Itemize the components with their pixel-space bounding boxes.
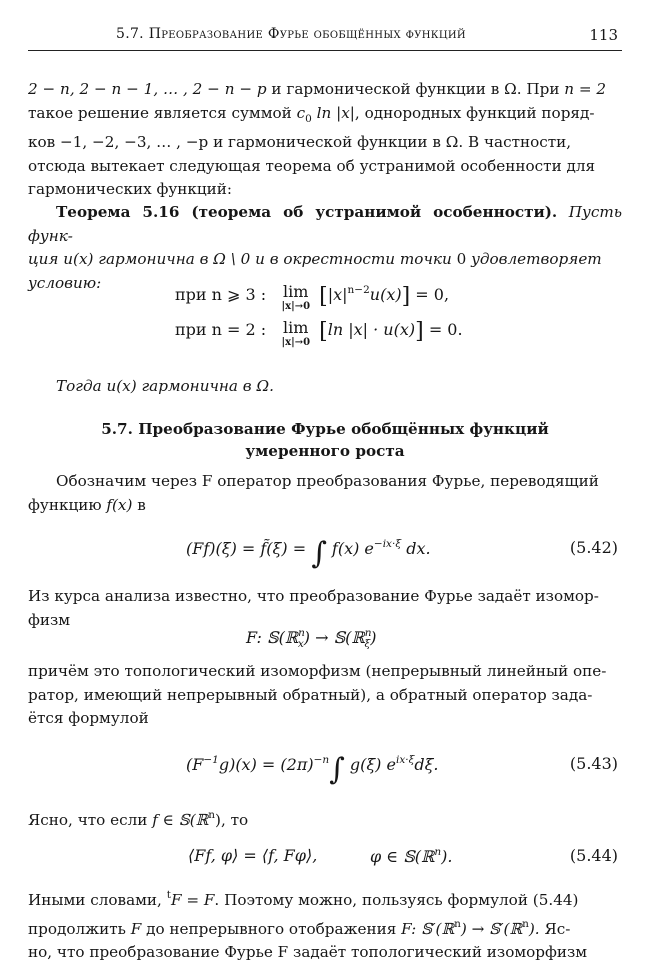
p6-text-2a: продолжить: [28, 919, 131, 938]
equation-number-5-44: (5.44): [569, 846, 618, 865]
p6-math-2: F: [130, 919, 142, 938]
eq543-power: −n: [313, 754, 330, 766]
p4-text-2: ратор, имеющий непрерывный обратный), а обратный оператор зада-: [28, 685, 593, 704]
p6-transpose: t: [166, 889, 171, 901]
p6-text-2c: до непрерывного отображения: [141, 919, 402, 938]
p3-text-2: физм: [28, 610, 71, 629]
eq542-tail: dx.: [401, 539, 431, 558]
isomorphism-formula: [0, 627, 650, 657]
eq543-tail: dξ.: [414, 755, 439, 774]
p1-math-2: n = 2: [564, 80, 607, 98]
conclusion-a: Тогда: [56, 377, 107, 395]
eq544-cond-b: ).: [441, 847, 453, 866]
section-title-line-1: 5.7. Преобразование Фурье обобщённых функций: [101, 420, 549, 438]
theorem-text-1: Пусть функ-: [28, 203, 623, 245]
equation-number-5-42: (5.42): [569, 538, 618, 557]
p2-text-2c: в: [132, 495, 146, 514]
header-section-title: Преобразование Фурье обобщённых функций: [148, 26, 466, 42]
iso-a-sub: x: [297, 638, 304, 650]
equation-number-5-43: (5.43): [569, 754, 618, 773]
limit-operator-2: [281, 320, 310, 348]
eq542-body: f(x) e: [326, 539, 374, 558]
condition-n3-abs: |x|: [327, 285, 348, 304]
p6-text-3: но, что преобразование Фурье F задаёт топологический изоморфизм: [28, 943, 588, 962]
p5-text-c: ), то: [215, 811, 249, 829]
eq544-lhs: ⟨Ff, φ⟩ = ⟨f, Fφ⟩,: [188, 846, 318, 865]
iso-b-sup: n: [364, 627, 372, 639]
condition-n2: при n = 2 : lim |x|→0 [ln |x| · u(x)] = 0.: [175, 318, 463, 348]
iso-a: F: 𝕊(ℝ: [246, 628, 299, 647]
theorem-text-2b: u(x): [63, 250, 94, 269]
p2-text-2a: функцию: [28, 495, 107, 514]
theorem-label: Теорема 5.16 (теорема об устранимой особенности).: [56, 203, 558, 221]
theorem-conclusion: [28, 375, 622, 399]
iso-a-sup: n: [298, 627, 305, 639]
conclusion-b: u(x): [106, 377, 137, 395]
paragraph-1: [28, 78, 622, 202]
condition-n3-lead: при n ⩾ 3 :: [175, 285, 267, 304]
p2-text-1: Обозначим через F оператор преобразования Фурье, переводящий: [56, 472, 599, 490]
p6-math-4-sup: n: [522, 917, 529, 930]
p1-text-3: , однородных функций поряд-: [354, 103, 595, 122]
eq543-exponent: ix·ξ: [395, 754, 415, 766]
p3-text-1: Из курса анализа известно, что преобразование Фурье задаёт изомор-: [28, 587, 599, 605]
equation-5-43: [0, 752, 650, 787]
page-number: 113: [589, 26, 618, 44]
p1-text-5: отсюда вытекает следующая теорема об устранимой особенности для: [28, 156, 596, 175]
p5-math: f ∈ 𝕊(ℝ: [152, 811, 209, 829]
condition-n3-u: u(x): [369, 285, 402, 304]
theorem-text-2c: гармонична в Ω \ 0 и в окрестности точки: [93, 250, 457, 269]
paragraph-5: [28, 804, 622, 833]
p1-text-6: гармонических функций:: [28, 180, 233, 199]
integral-sign-1: ∫: [311, 536, 327, 571]
conclusion-c: гармонична в Ω.: [136, 377, 274, 395]
equation-5-42: [0, 536, 650, 571]
p6-math-4: ) → 𝕊′(ℝ: [460, 919, 523, 938]
condition-n3: при n ⩾ 3 : lim |x|→0 $[|x|^{n-2}u(x)] = 0$,: [175, 282, 450, 312]
limit-operator-1: [281, 284, 310, 312]
eq543-lhs-b: g)(x) = (2π): [218, 755, 314, 774]
limit-under-2: |x|→0: [281, 337, 311, 348]
paragraph-4: [28, 660, 622, 731]
p1-math-c: c: [296, 103, 306, 122]
p6-math-5: ).: [528, 919, 540, 938]
p6-math-3-sup: n: [454, 917, 461, 930]
eq544-cond-a: φ ∈ 𝕊(ℝ: [370, 847, 435, 866]
equation-5-44: [0, 846, 650, 876]
eq543-lhs-a: (F: [186, 755, 204, 774]
p6-math-3: F: 𝕊′(ℝ: [401, 919, 455, 938]
limit-label-1: lim: [283, 282, 309, 301]
theorem-text-2d: 0: [456, 250, 467, 269]
iso-b: ) → 𝕊(ℝ: [303, 628, 365, 647]
integral-sign-2: ∫: [329, 752, 345, 787]
p1-text-1: и гармонической функции в Ω. При: [266, 80, 565, 98]
eq542-lhs: (Ff)(ξ) = f̃(ξ) =: [186, 539, 312, 558]
p6-math-1: F = F: [170, 891, 215, 909]
eq544-cond-sup: n: [434, 846, 442, 858]
theorem-5-16: [28, 201, 622, 295]
p6-text-2g: Яс-: [539, 919, 571, 938]
theorem-text-2a: ция: [28, 250, 64, 269]
condition-n2-tail: = 0.: [428, 320, 463, 339]
iso-c: ): [370, 628, 377, 647]
eq542-exponent: −ix·ξ: [373, 538, 402, 550]
running-header: [28, 24, 622, 51]
theorem-text-2e: удовлетворяет: [466, 250, 602, 269]
p1-math-ln: ln |x|: [311, 103, 355, 122]
p5-math-sup: n: [208, 809, 216, 821]
paragraph-2: [28, 470, 622, 517]
section-title-line-2: умеренного роста: [245, 442, 405, 460]
running-title: [116, 26, 466, 42]
p1-text-4: ков −1, −2, −3, … , −p и гармонической функции в Ω. В частности,: [28, 133, 572, 152]
p1-math-c-sub: 0: [305, 112, 312, 125]
eq543-body: g(ξ) e: [344, 755, 396, 774]
p4-text-1: причём это топологический изоморфизм (непрерывный линейный опе-: [28, 662, 607, 680]
condition-n3-exponent: n−2: [347, 284, 370, 296]
condition-n3-tail: = 0,: [415, 285, 450, 304]
condition-n2-lead: при n = 2 :: [175, 320, 267, 339]
limit-label-2: lim: [283, 318, 309, 337]
paragraph-3: [28, 585, 622, 632]
theorem-text-3: условию:: [28, 273, 102, 292]
p1-math-1: 2 − n, 2 − n − 1, … , 2 − n − p: [28, 80, 267, 98]
p1-text-2: такое решение является суммой: [28, 103, 297, 122]
condition-n2-body: ln |x| · u(x): [327, 320, 416, 339]
p5-text-a: Ясно, что если: [28, 811, 153, 829]
eq543-inverse: −1: [203, 754, 219, 766]
p2-math-f: f(x): [106, 495, 133, 514]
header-section-number: 5.7.: [116, 26, 144, 42]
p6-text-1a: Иными словами,: [28, 891, 167, 909]
p4-text-3: ётся формулой: [28, 709, 149, 728]
iso-b-sub: ξ: [364, 638, 371, 650]
p6-text-1c: . Поэтому можно, пользуясь формулой (5.44): [214, 891, 579, 909]
limit-under-1: |x|→0: [281, 301, 311, 312]
paragraph-6: [28, 884, 622, 965]
